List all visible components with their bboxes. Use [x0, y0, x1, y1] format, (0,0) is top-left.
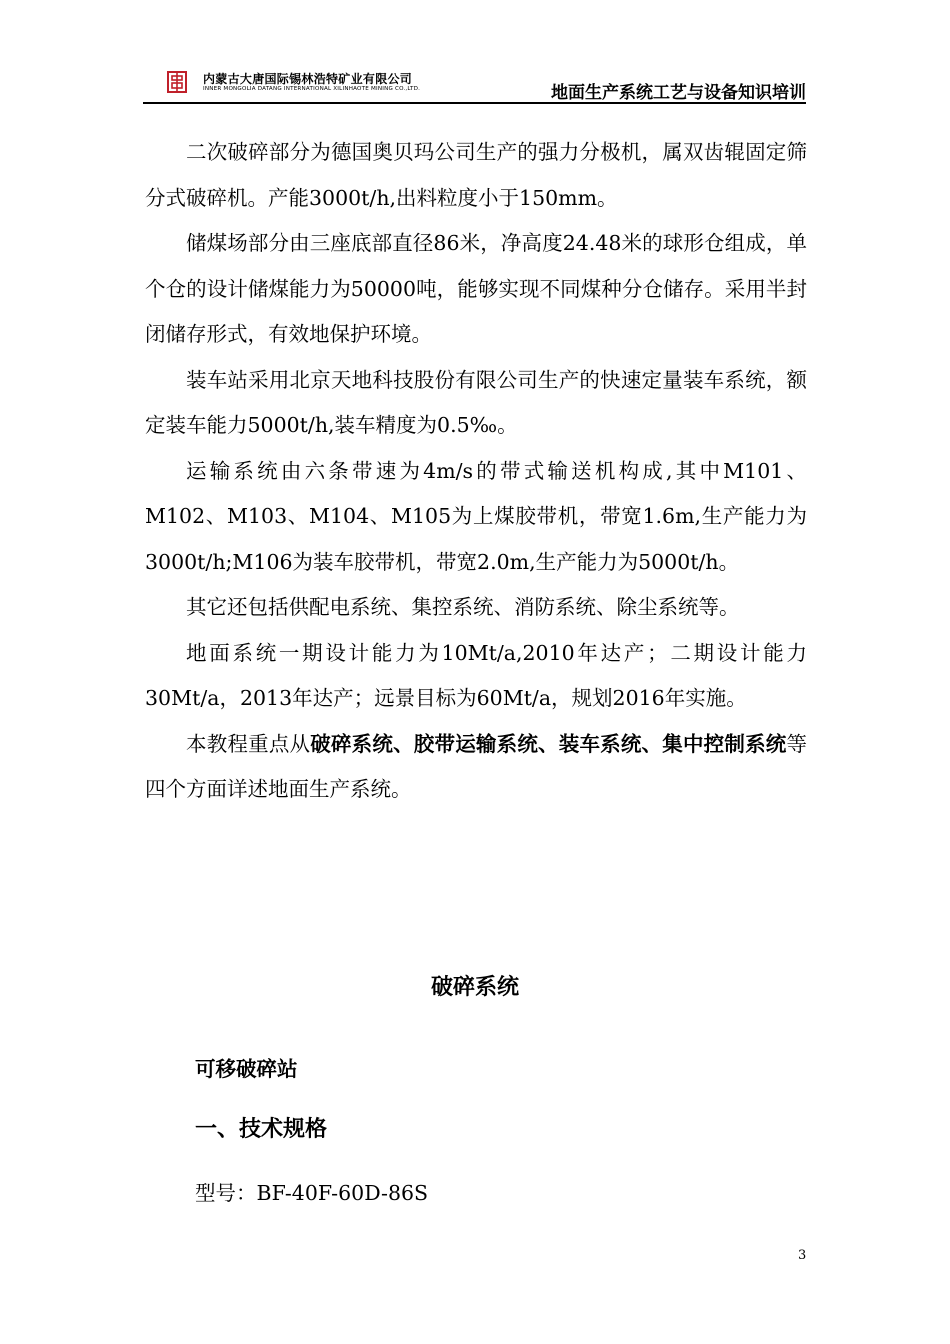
paragraph-other-systems: 其它还包括供配电系统、集控系统、消防系统、除尘系统等。 [186, 595, 740, 619]
section-title: 破碎系统 [430, 975, 519, 1000]
page-header [143, 62, 806, 104]
model-value: BF-40F-60D-86S [256, 1181, 429, 1205]
paragraph-coal-storage: 储煤场部分由三座底部直径86米，净高度24.48米的球形仓组成，单个仓的设计储煤能力为50000吨，能够实现不同煤种分仓储存。采用半封闭储存形式，有效地保护环境。 [145, 231, 807, 346]
model-label: 型号： [195, 1181, 257, 1205]
body-text [145, 130, 807, 813]
company-name-cn: 内蒙古大唐国际锡林浩特矿业有限公司 [203, 72, 413, 86]
summary-suffix: 等四个方面详述地面生产系统。 [145, 731, 808, 801]
spec-heading: 一、技术规格 [195, 1117, 328, 1142]
paragraph-loading-station: 装车站采用北京天地科技股份有限公司生产的快速定量装车系统，额定装车能力5000t/h,装车精度为0.5‰。 [145, 367, 807, 437]
document-title: 地面生产系统工艺与设备知识培训 [551, 83, 806, 103]
paragraph-summary [145, 722, 807, 813]
page-number: 3 [798, 1248, 807, 1263]
model-line [195, 1176, 428, 1206]
paragraph-secondary-crushing: 二次破碎部分为德国奥贝玛公司生产的强力分极机，属双齿辊固定筛分式破碎机。产能3000t/h,出料粒度小于150mm。 [145, 140, 807, 210]
summary-highlight: 破碎系统、胶带运输系统、装车系统、集中控制系统 [310, 731, 787, 756]
subsection-title: 可移破碎站 [195, 1057, 298, 1081]
paragraph-transport-system: 运输系统由六条带速为4m/s的带式输送机构成,其中M101、M102、M103、M104、M105为上煤胶带机，带宽1.6m,生产能力为3000t/h;M106为装车胶带机，带宽2.0m,生产能力为5000t/h。 [145, 458, 807, 574]
company-name-en: INNER MONGOLIA DATANG INTERNATIONAL XILINHAOTE MINING CO.,LTD. [203, 86, 421, 92]
summary-prefix: 本教程重点从 [186, 731, 311, 756]
datang-logo-icon [167, 71, 187, 93]
paragraph-design-capacity: 地面系统一期设计能力为10Mt/a,2010年达产；二期设计能力30Mt/a，2013年达产；远景目标为60Mt/a，规划2016年实施。 [145, 640, 807, 710]
